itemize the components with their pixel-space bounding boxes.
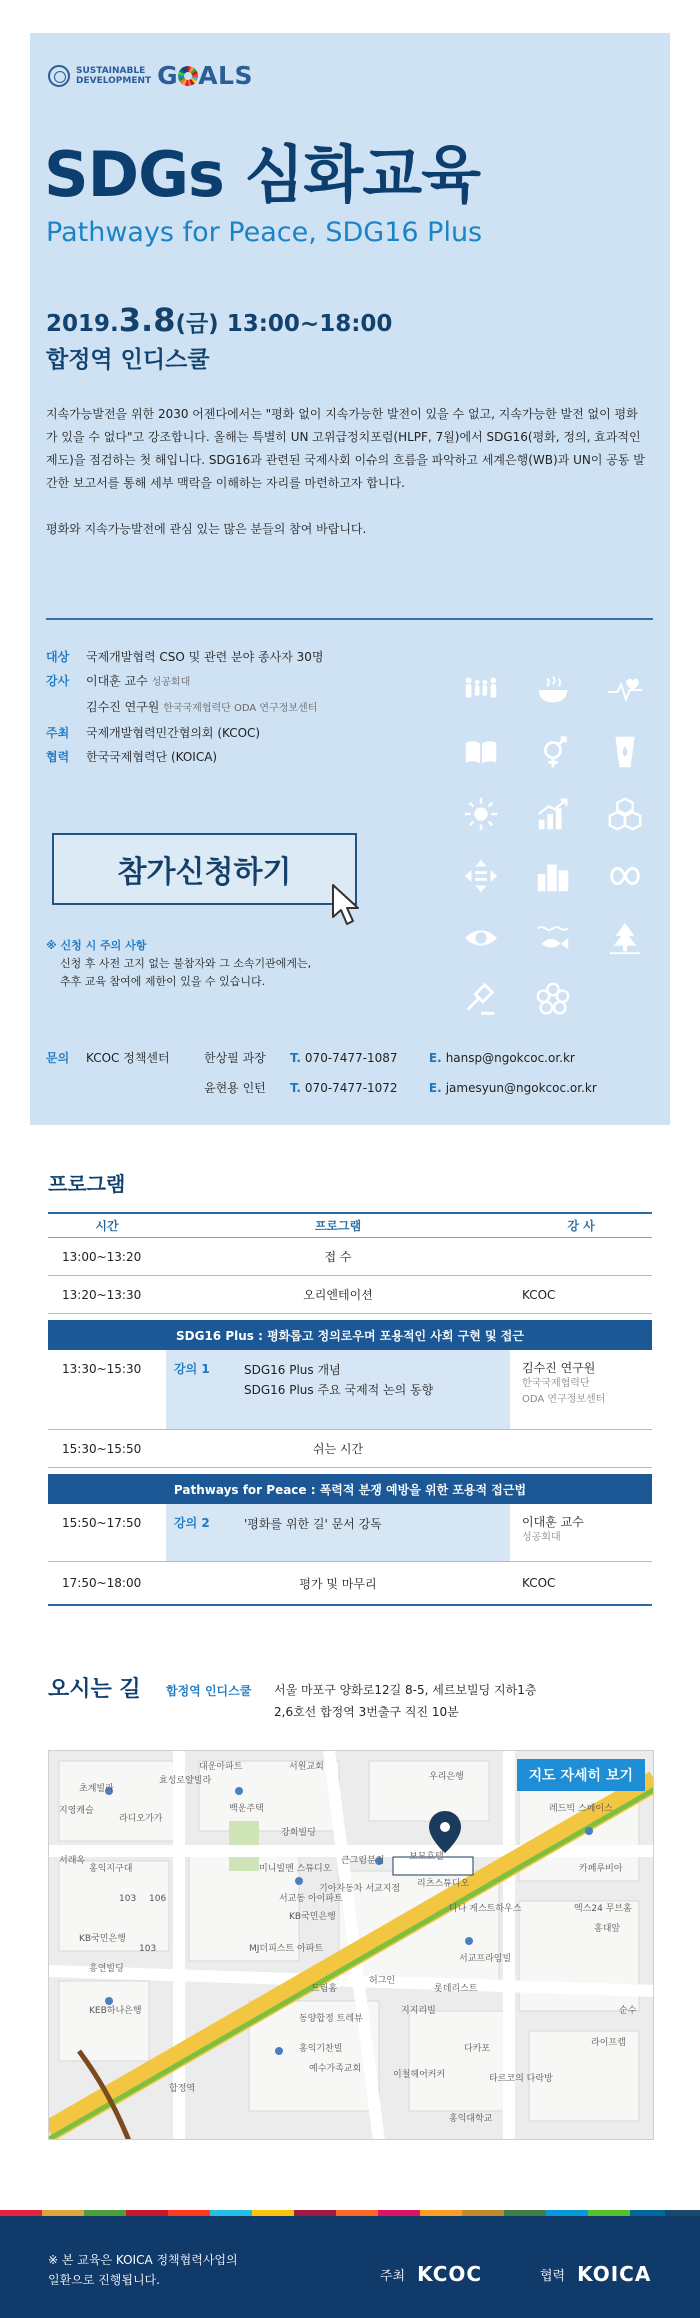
intro-paragraph-1: 지속가능발전을 위한 2030 어젠다에서는 "평화 없이 지속가능한 발전이 있을 수 없고, 지속가능한 발전 없이 평화가 있을 수 없다"고 강조합니다. 올해는 특별히 UN 고위급정치포럼(HLPF, 7월)에서 SDG16(평화, 정의, 효과적인 제도)을 점검하는 첫 해입니다. SDG16과 관련된 국제사회 이슈의 흐름을 파악하고 세계은행(WB)과 UN이 공동 발간한 보고서를 통해 세부 맥락을 이해하는 자리를 마련하고자 합니다. (46, 407, 645, 490)
row-speaker: KCOC (522, 1576, 556, 1590)
row-time: 15:30~15:50 (62, 1441, 142, 1456)
mail-label: E. (428, 1051, 442, 1065)
lecture-1-content (166, 1350, 510, 1429)
map-label: 미니빌멘 스튜디오 (259, 1864, 332, 1874)
contact-row-2 (46, 1073, 597, 1103)
contact-person-1-name: 한상필 과장 (204, 1051, 266, 1065)
contact-label: 문의 (46, 1051, 70, 1065)
map-label: 순수 (619, 2006, 637, 2016)
decent-work-icon (517, 783, 589, 845)
sdg-logo-line-2: DEVELOPMENT (76, 75, 152, 86)
row-speaker: KCOC (522, 1287, 556, 1302)
map-label: 엑스24 무브홈 (574, 1904, 632, 1914)
koica-logo: KOICA (577, 2262, 652, 2286)
lecture-1-topic-1: SDG16 Plus 개념 (244, 1363, 341, 1377)
map-label: 백운주택 (229, 1804, 264, 1814)
clean-water-icon (589, 721, 661, 783)
lecture-1-number: 강의 1 (174, 1362, 210, 1376)
footer-host (380, 2262, 482, 2286)
location-map[interactable] (48, 1750, 654, 2140)
footer-host-label: 주최 (380, 2268, 406, 2284)
sustainable-cities-icon (517, 845, 589, 907)
map-label: 대운아파트 (199, 1762, 243, 1772)
map-label: 서교동 아이파트 (279, 1894, 343, 1904)
address-line-1: 서울 마포구 양화로12길 8-5, 세르보빌딩 지하1층 (274, 1683, 537, 1697)
table-row-lecture-2 (48, 1504, 652, 1562)
contact-info (46, 1043, 597, 1103)
good-health-icon (589, 659, 661, 721)
sdg-icon-grid (445, 659, 665, 1031)
sdg-logo-small-text (76, 66, 151, 86)
map-label: 홍대앞 (594, 1924, 621, 1934)
row-time: 13:00~13:20 (62, 1249, 142, 1264)
apply-button[interactable]: 참가신청하기 (52, 833, 357, 905)
map-label: 지영캐슬 (59, 1806, 94, 1816)
map-label: 다나 게스트하우스 (449, 1904, 522, 1914)
info-coop (46, 745, 426, 769)
session-band-1: SDG16 Plus : 평화롭고 정의로우며 포용적인 사회 구현 및 접근 (48, 1320, 652, 1350)
map-label: 롯데리스트 (434, 1984, 478, 1994)
event-subtitle: Pathways for Peace, SDG16 Plus (46, 217, 483, 248)
info-lecturer-1 (46, 669, 426, 695)
address-line-2: 2,6호선 합정역 3번출구 직진 10분 (274, 1705, 459, 1719)
lecture-2-content (166, 1504, 510, 1561)
map-label: 효성로얄빌라 (159, 1776, 212, 1786)
date-time: 13:00~18:00 (226, 311, 393, 337)
lecture-1-speaker (510, 1350, 652, 1429)
directions-address (274, 1679, 536, 1723)
speaker-affiliation: 한국국제협력단 (522, 1378, 590, 1389)
footer-note (48, 2250, 238, 2290)
map-label: 홍익지구대 (89, 1864, 133, 1874)
map-label: 드림홈 (311, 1984, 338, 1994)
un-emblem-icon (48, 65, 70, 87)
table-row (48, 1562, 652, 1606)
contact-person-2-email[interactable]: jamesyun@ngokcoc.or.kr (445, 1081, 597, 1095)
table-row (48, 1276, 652, 1314)
speaker-affiliation: 성공회대 (522, 1532, 561, 1543)
peace-justice-icon (445, 969, 517, 1031)
caution-line-2: 추후 교육 참여에 제한이 있을 수 있습니다. (60, 975, 266, 988)
lecturer-1-affiliation: 성공회대 (151, 677, 191, 688)
map-label: 라이프캡 (591, 2038, 626, 2048)
row-time: 13:30~15:30 (62, 1362, 142, 1376)
cursor-arrow-icon (330, 883, 364, 927)
contact-person-2-tel[interactable]: 070-7477-1072 (304, 1081, 398, 1095)
footer-coop (540, 2262, 651, 2286)
map-label: 흥연빌딩 (89, 1964, 124, 1974)
event-venue: 합정역 인디스쿨 (46, 347, 210, 373)
map-label: 우리은행 (429, 1772, 464, 1782)
hero-panel (30, 33, 670, 1125)
header-program: 프로그램 (314, 1219, 362, 1233)
lecturer-2-affiliation: 한국국제협력단 ODA 연구정보센터 (163, 703, 318, 714)
map-label: 허그인 (369, 1976, 396, 1986)
header-speaker: 강 사 (567, 1219, 595, 1233)
caution-notice (46, 937, 311, 991)
directions-venue: 합정역 인디스쿨 (166, 1684, 252, 1698)
no-poverty-icon (445, 659, 517, 721)
lecturer-2-name: 김수진 연구원 (86, 700, 160, 714)
map-label: 106 (149, 1894, 167, 1904)
speaker-name: 이대훈 교수 (522, 1515, 584, 1529)
partnerships-icon (517, 969, 589, 1031)
map-label: 103 (119, 1894, 137, 1904)
map-label: 서교프라임빌 (459, 1954, 512, 1964)
info-lecturer-2 (46, 695, 426, 721)
map-label: KB국민은행 (289, 1912, 336, 1922)
sdg-wheel-icon (178, 66, 198, 86)
tel-label: T. (290, 1051, 301, 1065)
zero-hunger-icon (517, 659, 589, 721)
lecturer-1-name: 이대훈 교수 (86, 674, 148, 688)
speaker-name: 김수진 연구원 (522, 1361, 596, 1375)
program-title: 프로그램 (48, 1172, 126, 1196)
program-table-header (48, 1212, 652, 1238)
industry-innovation-icon (589, 783, 661, 845)
session-band-2: Pathways for Peace : 폭력적 분쟁 예방을 위한 포용적 접근법 (48, 1474, 652, 1504)
contact-person-2-name: 윤현용 인턴 (204, 1081, 266, 1095)
table-row-lecture-1 (48, 1350, 652, 1430)
map-label: 다카포 (464, 2044, 491, 2054)
clean-energy-icon (445, 783, 517, 845)
row-program: 쉬는 시간 (312, 1442, 364, 1456)
map-detail-button[interactable]: 지도 자세히 보기 (517, 1759, 645, 1791)
info-lecturer-label: 강사 (46, 674, 70, 688)
life-on-land-icon (589, 907, 661, 969)
map-label: 타르코의 다락방 (489, 2074, 553, 2084)
map-label: 기아자동차 서교지점 (319, 1884, 401, 1894)
header-time: 시간 (95, 1219, 119, 1233)
directions-title: 오시는 길 (48, 1677, 141, 1702)
life-below-water-icon (517, 907, 589, 969)
quality-education-icon (445, 721, 517, 783)
speaker-affiliation: ODA 연구정보센터 (522, 1394, 606, 1405)
program-table (48, 1212, 652, 1606)
row-time: 13:20~13:30 (62, 1287, 142, 1302)
tel-label: T. (290, 1081, 301, 1095)
sdg-logo (48, 61, 253, 90)
info-target (46, 645, 426, 669)
table-row (48, 1430, 652, 1468)
lecture-1-topic-2: SDG16 Plus 주요 국제적 논의 동향 (244, 1383, 434, 1397)
map-label: 홍익기찬빌 (299, 2044, 343, 2054)
footer (0, 2210, 700, 2318)
map-drawing (49, 1751, 654, 2140)
lecture-2-number: 강의 2 (174, 1516, 210, 1530)
footer-coop-label: 협력 (540, 2268, 566, 2284)
goals-als: ALS (198, 61, 253, 90)
kcoc-logo: KCOC (417, 2262, 483, 2286)
info-host (46, 721, 426, 745)
footer-note-line-2: 일환으로 진행됩니다. (48, 2273, 160, 2287)
event-date (46, 301, 392, 339)
map-label: 라디오가가 (119, 1814, 163, 1824)
map-label: KEB하나은행 (89, 2006, 142, 2016)
map-label: 초계빌라 (79, 1784, 114, 1794)
date-day: 3.8 (118, 301, 176, 339)
contact-person-1-email[interactable]: hansp@ngokcoc.or.kr (445, 1051, 575, 1065)
caution-line-1: 신청 후 사전 고지 없는 불참자와 그 소속기관에게는, (60, 957, 312, 970)
map-label: 레드빅 스페이스 (549, 1804, 613, 1814)
info-coop-value: 한국국제협력단 (KOICA) (86, 750, 218, 764)
goals-g: G (157, 61, 179, 90)
sdg-logo-line-1: SUSTAINABLE (76, 65, 146, 76)
contact-org: KCOC 정책센터 (86, 1051, 170, 1065)
responsible-consumption-icon (589, 845, 661, 907)
contact-row-1 (46, 1043, 597, 1073)
map-label: 지지리빌 (401, 2006, 436, 2016)
map-label: 합정역 (169, 2084, 196, 2094)
row-program: 오리엔테이션 (303, 1288, 373, 1302)
row-program: 평가 및 마무리 (299, 1576, 377, 1591)
intro-paragraph-2: 평화와 지속가능발전에 관심 있는 많은 분들의 참여 바랍니다. (46, 522, 367, 536)
footer-note-line-1: ※ 본 교육은 KOICA 정책협력사업의 (48, 2253, 238, 2267)
intro-text (46, 403, 646, 541)
gender-equality-icon (517, 721, 589, 783)
sdg-logo-goals (157, 61, 253, 90)
info-coop-label: 협력 (46, 750, 70, 764)
map-label: 홍익대학교 (449, 2114, 493, 2124)
info-target-label: 대상 (46, 650, 70, 664)
info-target-value: 국제개발협력 CSO 및 관련 분야 종사자 30명 (86, 650, 324, 664)
caution-title: ※ 신청 시 주의 사항 (46, 939, 147, 952)
map-label: 서원교회 (289, 1762, 324, 1772)
row-program: 접 수 (324, 1250, 352, 1264)
table-row (48, 1238, 652, 1276)
climate-action-icon (445, 907, 517, 969)
event-info (46, 645, 426, 769)
map-label: 큰그림분점 (341, 1856, 385, 1866)
date-year: 2019. (46, 311, 119, 337)
map-label: 강희빌딩 (281, 1828, 316, 1838)
info-host-label: 주최 (46, 726, 70, 740)
event-title: SDGs 심화교육 (44, 138, 481, 211)
map-label: MJ더피스트 아파트 (249, 1944, 324, 1954)
map-label: 이철헤어커커 (393, 2070, 446, 2080)
lecture-2-topic: '평화를 위한 길' 문서 강독 (244, 1517, 382, 1531)
lecture-2-speaker (510, 1504, 652, 1561)
map-label: 서래옥 (59, 1856, 86, 1866)
sdg-color-stripe (0, 2210, 700, 2216)
reduced-inequalities-icon (445, 845, 517, 907)
map-label: 리츠스튜디오 (417, 1879, 470, 1889)
row-time: 15:50~17:50 (62, 1516, 142, 1530)
map-label: 예수가족교회 (309, 2064, 362, 2074)
map-label: 보모호텔 (409, 1852, 444, 1862)
map-label: 103 (139, 1944, 157, 1954)
mail-label: E. (428, 1081, 442, 1095)
date-weekday: (금) (175, 311, 219, 337)
row-time: 17:50~18:00 (62, 1576, 142, 1590)
map-label: 카페루비아 (579, 1864, 623, 1874)
divider (46, 618, 653, 620)
contact-person-1-tel[interactable]: 070-7477-1087 (304, 1051, 398, 1065)
map-label: 동양합정 트레뷰 (299, 2014, 363, 2024)
info-host-value: 국제개발협력민간협의회 (KCOC) (86, 726, 261, 740)
map-label: KB국민은행 (79, 1934, 126, 1944)
